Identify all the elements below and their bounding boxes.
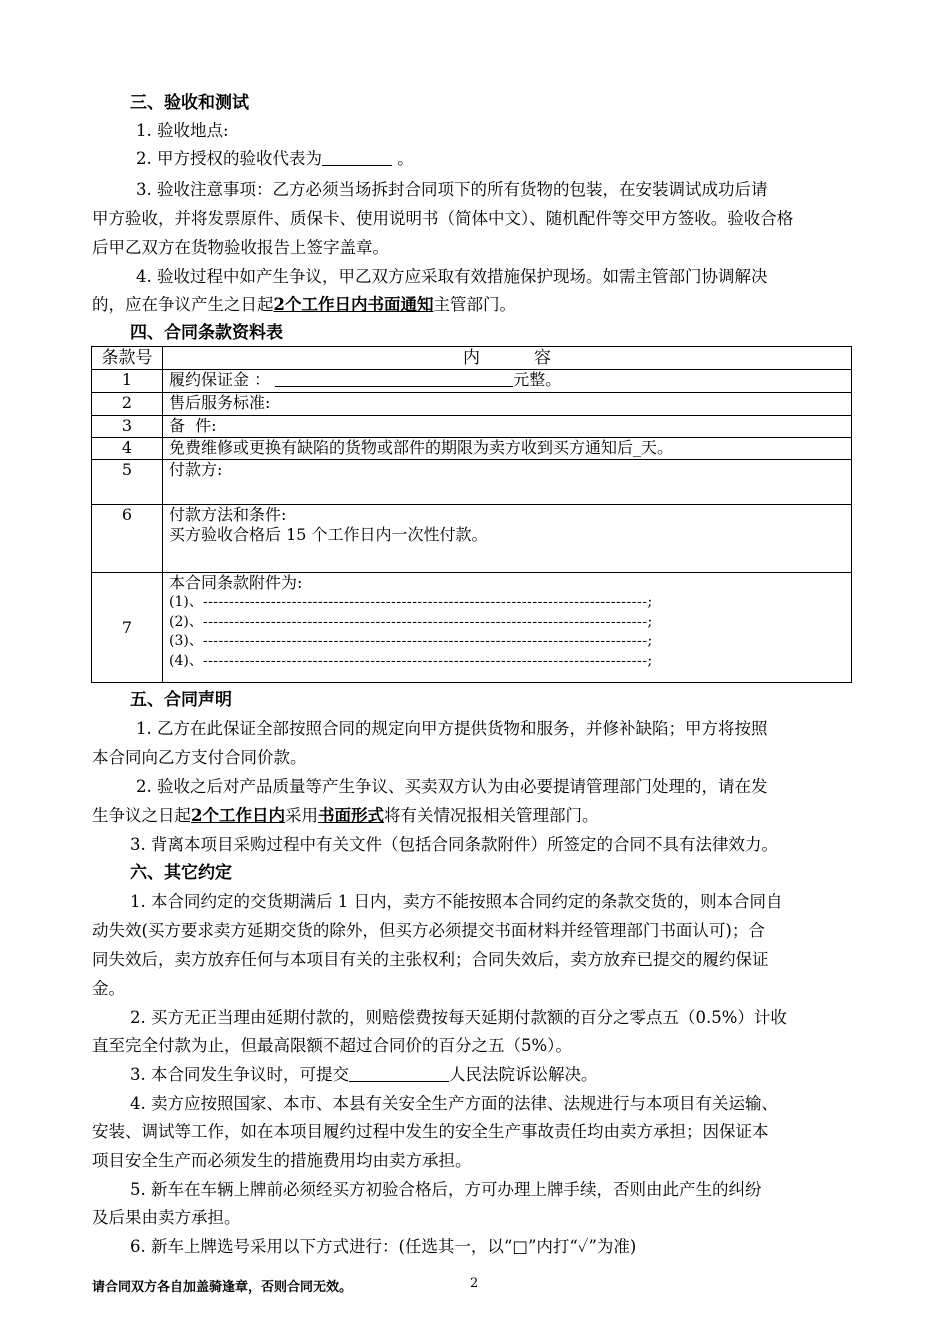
- row-num: 5: [92, 460, 163, 505]
- table-row: [92, 393, 852, 416]
- s3-item-4-line1: 4. 验收过程中如产生争议，甲乙双方应采取有效措施保护现场。如需主管部门协调解决: [136, 267, 768, 286]
- row-num: 7: [92, 573, 163, 683]
- col-header-num: 条款号: [92, 347, 163, 370]
- row-num: 1: [92, 370, 163, 393]
- row-content: [163, 505, 852, 573]
- s6-item-4-line1: 4. 卖方应按照国家、本市、本县有关安全生产方面的法律、法规进行与本项目有关运输、: [130, 1094, 778, 1113]
- row-content: 备 件:: [163, 416, 852, 438]
- attachment-line: (3)、-------------------------------------------------------------------------------------;: [169, 633, 653, 649]
- representative-blank: [322, 149, 392, 166]
- row-content: [163, 573, 852, 683]
- s6-item-2-line2: 直至完全付款为止，但最高限额不超过合同价的百分之五（5%）。: [92, 1036, 572, 1055]
- s3-item-2: 2. 甲方授权的验收代表为 。: [136, 149, 414, 168]
- deposit-blank: [275, 370, 513, 387]
- row-content: 履约保证金 ： 元整。: [163, 370, 852, 393]
- s6-item-1-line3: 同失效后，卖方放弃任何与本项目有关的主张权利；合同失效后，卖方放弃已提交的履约保证: [92, 950, 769, 969]
- s6-item-1-line2: 动失效(买方要求卖方延期交货的除外，但买方必须提交书面材料并经管理部门书面认可)；合: [92, 921, 765, 940]
- s6-item-5-line1: 5. 新车在车辆上牌前必须经买方初验合格后，方可办理上牌手续，否则由此产生的纠纷: [130, 1180, 762, 1199]
- s5-item-1-line1: 1. 乙方在此保证全部按照合同的规定向甲方提供货物和服务，并修补缺陷；甲方将按照: [136, 719, 768, 738]
- attachment-line: (2)、-------------------------------------------------------------------------------------;: [169, 613, 653, 630]
- s6-item-1-line1: 1. 本合同约定的交货期满后 1 日内，卖方不能按照本合同约定的条款交货的，则本合同自: [130, 892, 783, 911]
- attachment-line: (1)、-------------------------------------------------------------------------------------;: [169, 594, 653, 610]
- s3-item-3-line3: 后甲乙双方在货物验收报告上签字盖章。: [92, 238, 389, 257]
- table-row: [92, 460, 852, 505]
- s6-item-6: 6. 新车上牌选号采用以下方式进行：(任选其一，以“□”内打“✓”为准): [130, 1237, 637, 1256]
- contract-terms-table: [91, 346, 852, 683]
- court-blank: [349, 1065, 449, 1082]
- row-content: 付款方:: [163, 460, 852, 505]
- s6-item-2-line1: 2. 买方无正当理由延期付款的，则赔偿费按每天延期付款额的百分之零点五（0.5%）计收: [130, 1008, 787, 1027]
- payment-method-text: 买方验收合格后 15 个工作日内一次性付款。: [169, 525, 488, 544]
- row-num: 6: [92, 505, 163, 573]
- s5-item-2-line2: 生争议之日起2个工作日内采用书面形式将有关情况报相关管理部门。: [92, 806, 599, 825]
- section-4-title: 四、合同条款资料表: [130, 323, 283, 343]
- s6-item-4-line2: 安装、调试等工作，如在本项目履约过程中发生的安全生产事故责任均由卖方承担；因保证本: [92, 1122, 769, 1141]
- row-content: 售后服务标准:: [163, 393, 852, 416]
- s5-item-1-line2: 本合同向乙方支付合同价款。: [92, 748, 307, 767]
- table-row: [92, 416, 852, 438]
- s6-item-3: 3. 本合同发生争议时，可提交 人民法院诉讼解决。: [130, 1065, 598, 1084]
- section-3-title: 三、验收和测试: [130, 93, 249, 113]
- s3-item-4-line2: 的，应在争议产生之日起2个工作日内书面通知主管部门。: [92, 295, 516, 314]
- section-6-title: 六、其它约定: [130, 863, 232, 883]
- row-num: 2: [92, 393, 163, 416]
- table-row: [92, 438, 852, 460]
- s5-item-3: 3. 背离本项目采购过程中有关文件（包括合同条款附件）所签定的合同不具有法律效力。: [130, 835, 778, 854]
- table-row: [92, 505, 852, 573]
- s6-item-4-line3: 项目安全生产而必须发生的措施费用均由卖方承担。: [92, 1151, 472, 1170]
- s5-item-2-line1: 2. 验收之后对产品质量等产生争议、买卖双方认为由必要提请管理部门处理的，请在发: [136, 777, 768, 796]
- row-num: 4: [92, 438, 163, 460]
- s3-item-3-line2: 甲方验收，并将发票原件、质保卡、使用说明书（简体中文）、随机配件等交甲方签收。验收合格: [92, 209, 794, 228]
- col-header-content: 内 容: [163, 347, 852, 370]
- table-header-row: [92, 347, 852, 370]
- section-5-title: 五、合同声明: [130, 690, 232, 710]
- attachment-line: (4)、-------------------------------------------------------------------------------------;: [169, 652, 653, 669]
- row-num: 3: [92, 416, 163, 438]
- s3-item-1: 1. 验收地点:: [136, 121, 229, 140]
- s6-item-5-line2: 及后果由卖方承担。: [92, 1208, 241, 1227]
- s6-item-1-line4: 金。: [92, 979, 125, 998]
- s3-item-3-line1: 3. 验收注意事项：乙方必须当场拆封合同项下的所有货物的包装，在安装调试成功后请: [136, 180, 768, 199]
- table-row: [92, 370, 852, 393]
- payment-method-label: 付款方法和条件:: [169, 505, 287, 524]
- row-content: 免费维修或更换有缺陷的货物或部件的期限为卖方收到买方通知后_天。: [163, 438, 852, 460]
- table-row: [92, 573, 852, 683]
- attachments-label: 本合同条款附件为:: [169, 573, 303, 592]
- page-number: 2: [470, 1276, 479, 1291]
- footer-note: 请合同双方各自加盖骑逢章，否则合同无效。: [92, 1280, 353, 1295]
